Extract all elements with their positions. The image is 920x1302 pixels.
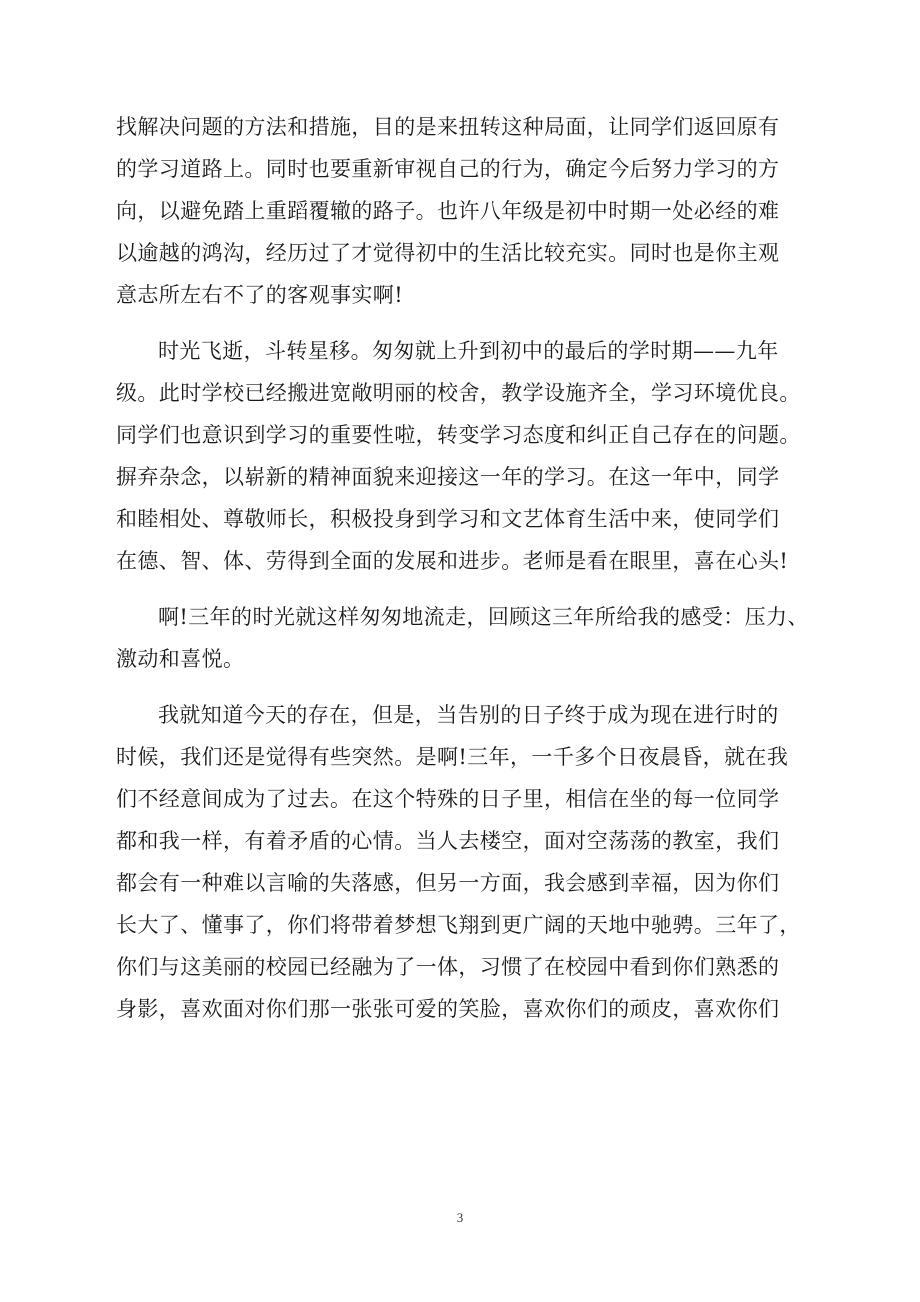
text-line: 啊!三年的时光就这样匆匆地流走，回顾这三年所给我的感受：压力、 bbox=[158, 605, 809, 629]
text-line: 们不经意间成为了过去。在这个特殊的日子里，相信在坐的每一位同学 bbox=[116, 787, 780, 811]
text-line: 找解决问题的方法和措施，目的是来扭转这种局面，让同学们返回原有 bbox=[116, 115, 780, 139]
text-line: 都和我一样，有着矛盾的心情。当人去楼空，面对空荡荡的教室，我们 bbox=[116, 829, 780, 853]
text-line: 时光飞逝，斗转星移。匆匆就上升到初中的最后的学时期——九年 bbox=[158, 339, 779, 363]
text-line: 向，以避免踏上重蹈覆辙的路子。也许八年级是初中时期一处必经的难 bbox=[116, 199, 780, 223]
text-line: 以逾越的鸿沟，经历过了才觉得初中的生活比较充实。同时也是你主观 bbox=[116, 241, 780, 265]
text-line: 和睦相处、尊敬师长，积极投身到学习和文艺体育生活中来，使同学们 bbox=[116, 507, 780, 531]
text-line: 的学习道路上。同时也要重新审视自己的行为，确定今后努力学习的方 bbox=[116, 157, 780, 181]
paragraph-2 bbox=[116, 330, 816, 582]
paragraph-spacer bbox=[116, 680, 816, 694]
text-line: 你们与这美丽的校园已经融为了一体，习惯了在校园中看到你们熟悉的 bbox=[116, 955, 780, 979]
document-body bbox=[116, 106, 816, 1030]
text-line: 同学们也意识到学习的重要性啦，转变学习态度和纠正自己存在的问题。 bbox=[116, 423, 801, 447]
text-line: 身影，喜欢面对你们那一张张可爱的笑脸，喜欢你们的顽皮，喜欢你们 bbox=[116, 997, 780, 1021]
paragraph-spacer bbox=[116, 316, 816, 330]
text-line: 我就知道今天的存在，但是，当告别的日子终于成为现在进行时的 bbox=[158, 703, 779, 727]
paragraph-1 bbox=[116, 106, 816, 316]
text-line: 长大了、懂事了，你们将带着梦想飞翔到更广阔的天地中驰骋。三年了， bbox=[116, 913, 801, 937]
text-line: 激动和喜悦。 bbox=[116, 647, 245, 671]
text-line: 都会有一种难以言喻的失落感，但另一方面，我会感到幸福，因为你们 bbox=[116, 871, 780, 895]
paragraph-4 bbox=[116, 694, 816, 1030]
text-line: 摒弃杂念，以崭新的精神面貌来迎接这一年的学习。在这一年中，同学 bbox=[116, 465, 780, 489]
text-line: 在德、智、体、劳得到全面的发展和进步。老师是看在眼里，喜在心头! bbox=[116, 549, 789, 573]
text-line: 时候，我们还是觉得有些突然。是啊!三年，一千多个日夜晨昏，就在我 bbox=[116, 745, 789, 769]
text-line: 意志所左右不了的客观事实啊! bbox=[116, 283, 404, 307]
page-number: 3 bbox=[456, 1210, 464, 1225]
paragraph-spacer bbox=[116, 582, 816, 596]
paragraph-3 bbox=[116, 596, 816, 680]
text-line: 级。此时学校已经搬进宽敞明丽的校舍，教学设施齐全，学习环境优良。 bbox=[116, 381, 801, 405]
